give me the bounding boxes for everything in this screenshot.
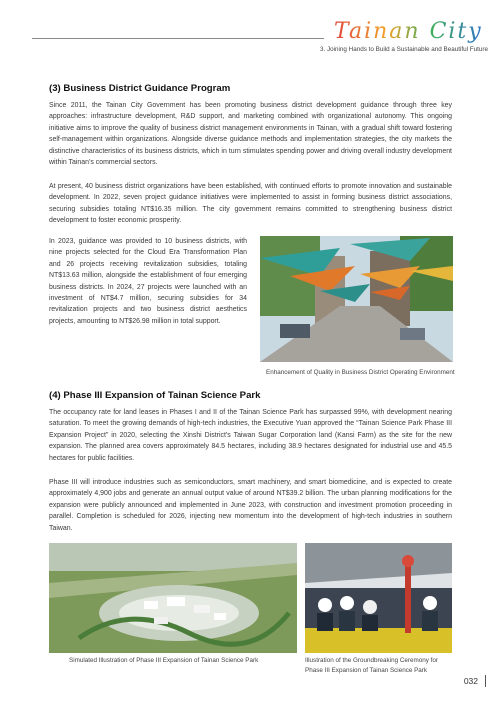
header-rule <box>32 38 324 39</box>
business-district-street-photo <box>260 236 453 362</box>
section-heading-business-district: (3) Business District Guidance Program <box>49 83 231 94</box>
paragraph-business-district-2023-2024: In 2023, guidance was provided to 10 business districts, with nine projects selected for the Cloud Era Transformation Plan and 26 projects receiving revitalization subsidies, totaling NT$13.63 million, alongside the establishment of four emerging business districts. In 2024, 27 projects were launched with an investment of NT$4.7 million, securing subsidies for 34 revitalization projects and two business district aesthetics projects, amounting to NT$26.98 million in total support. <box>49 238 247 325</box>
science-park-aerial-photo <box>49 543 297 653</box>
tainan-city-logo <box>332 14 488 44</box>
chapter-subtitle: 3. Joining Hands to Build a Sustainable and Beautiful Future <box>319 46 488 53</box>
caption-business-district-photo: Enhancement of Quality in Business District Operating Environment <box>266 369 455 376</box>
paragraph-business-district-intro: Since 2011, the Tainan City Government has been promoting business district development guidance through three key approaches: infrastructure development, R&D support, and marketing combined with organizational autonomy. This ongoing initiative aims to improve the quality of business district management environments in Tainan, with a gradual shift toward fostering self-management within organizations. Alongside diverse guidance methods and implementation strategies, the city markets the distinctive characteristics of its business districts, which in turn stimulates spending power and driving overall industry development within Tainan’s commercial sectors. <box>49 102 452 167</box>
svg-text:Tainan City: Tainan City <box>334 19 483 44</box>
caption-groundbreaking-ceremony <box>305 656 465 675</box>
section-heading-science-park: (4) Phase III Expansion of Tainan Science Park <box>49 390 261 401</box>
caption-science-park-aerial: Simulated Illustration of Phase III Expansion of Tainan Science Park <box>69 657 259 664</box>
paragraph-science-park-phase3: Phase III will introduce industries such as semiconductors, smart machinery, and smart biomedicine, and is expected to create approximately 4,900 jobs and generate an annual output value of around NT$39.2 billion. The urban planning modifications for the expansion were publicly announced and implemented in June 2023, with construction and investment promotion proceeding in parallel. Completion is scheduled for 2026, injecting new momentum into the development of high-tech industries in southern Taiwan. <box>49 479 452 532</box>
groundbreaking-ceremony-photo <box>305 543 452 653</box>
caption-groundbreaking-line-1: Illustration of the Groundbreaking Ceremony for <box>305 657 439 664</box>
paragraph-business-district-status: At present, 40 business district organizations have been established, with continued efforts to promote innovation and sustainable development. In 2022, seven project guidance initiatives were implemented to assist in forming business district associations, securing subsidies totaling NT$16.35 million. The city government remains committed to strengthening business district development to foster economic prosperity. <box>49 183 452 225</box>
page-number: 032 <box>463 676 478 686</box>
caption-groundbreaking-line-2: Phase III Expansion of Tainan Science Park <box>305 666 428 674</box>
page-number-bar <box>485 675 486 687</box>
paragraph-science-park-background: The occupancy rate for land leases in Phases I and II of the Tainan Science Park has surpassed 99%, with development nearing saturation. To meet the growing demands of high-tech industries, the Executive Yuan approved the “Tainan Science Park Phase III Expansion Project” in 2020, selecting the Xinshi District’s Taiwan Sugar Corporation land (Kansi Farm) as the site for the new expansion. The planned area covers approximately 84.5 hectares, including 38.9 hectares designated for industrial use and 45.5 hectares for public facilities. <box>49 409 452 462</box>
